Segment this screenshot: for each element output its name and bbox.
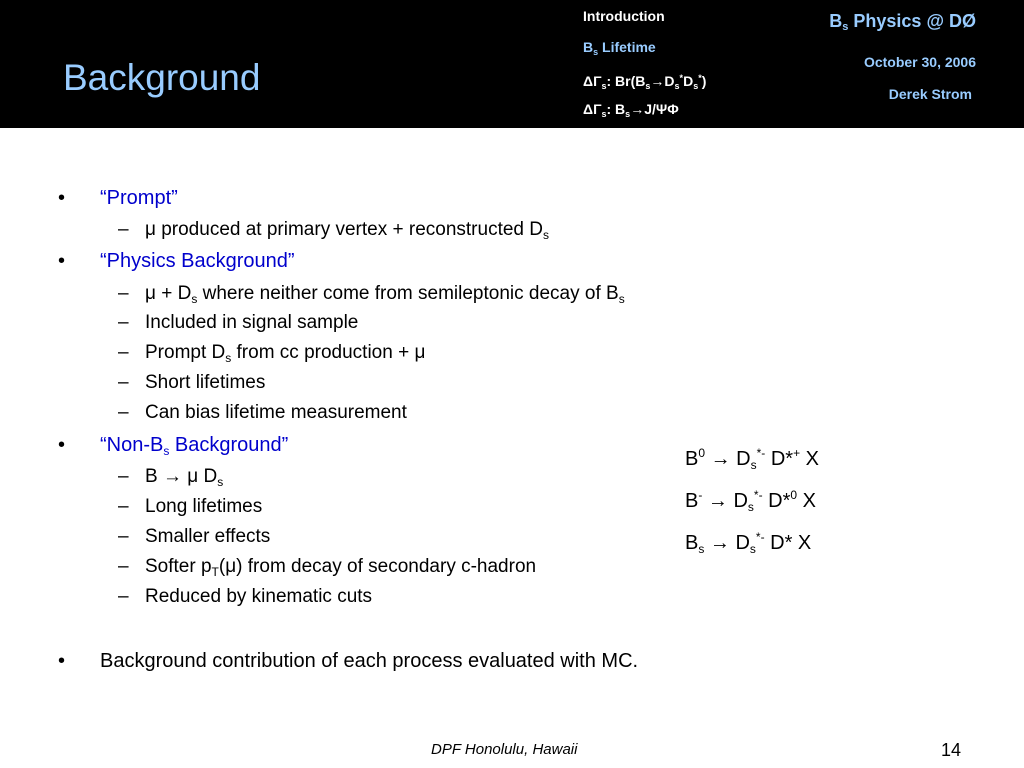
sub-bullet: – Long lifetimes [118,494,262,520]
presentation-date: October 30, 2006 [863,54,976,70]
sub-bullet: – Softer $p_T(\mu)$ from decay of secondary c-hadron [118,556,537,579]
bullet-marker: • [58,434,66,456]
bullet-prompt [58,185,178,211]
sub-bullet: – Can bias lifetime measurement [118,400,407,426]
bullet-label: Background contribution of each process evaluated with MC. [100,650,639,672]
slide-title: Background [63,57,261,98]
sub-bullet: – $\mu + D_s$ where neither come from semileptonic decay of $B_s$ [118,283,625,306]
dash-marker: – [118,312,129,333]
sub-bullet: – μ produced at primary vertex + reconstructed $D_s$ [118,219,549,242]
dash-marker: – [118,526,129,547]
nav-item-delta-gamma-jpsi[interactable]: $\Delta\Gamma_s$: $B_s\to J/\Psi\Phi$ [583,101,679,119]
decay-formula-b0: $B^0 \to D_s^{*-}$ D*+ X [685,446,819,472]
sub-bullet: – B → μ $D_s$ [118,466,224,489]
bullet-non-bs-background [58,432,288,464]
sub-bullet: – Short lifetimes [118,370,265,396]
bullet-label: “Prompt” [100,187,178,209]
sub-bullet: – Prompt $D_s$ from cc production + μ [118,342,426,365]
dash-marker: – [118,402,129,423]
decay-formula-bs: $B_s \to D_s^{*-}$ D* X [685,530,812,556]
bullet-conclusion [58,648,638,674]
presenter-name: Derek Strom [888,86,972,102]
dash-marker: – [118,283,129,304]
dash-marker: – [118,342,129,363]
nav-item-bs-lifetime[interactable]: $B_s$ Lifetime [583,39,656,57]
dash-marker: – [118,219,129,240]
bullet-marker: • [58,187,66,209]
conference-title: $B_s$ Physics @ DØ [829,11,976,33]
decay-formulas [685,438,819,564]
nav-item-introduction[interactable]: Introduction [583,8,665,24]
dash-marker: – [118,372,129,393]
bullet-physics-background [58,248,295,274]
footer-venue: DPF Honolulu, Hawaii [431,741,578,758]
sub-bullet: – Smaller effects [118,524,270,550]
sub-bullet: – Reduced by kinematic cuts [118,584,372,610]
dash-marker: – [118,556,129,577]
bullet-marker: • [58,650,66,672]
sub-bullet: – Included in signal sample [118,310,358,336]
dash-marker: – [118,586,129,607]
page-number: 14 [941,740,962,760]
bullet-label: “$Non-B_s$ Background” [100,434,289,458]
dash-marker: – [118,466,129,487]
dash-marker: – [118,496,129,517]
bullet-label: “Physics Background” [100,250,295,272]
decay-formula-bminus: $B^- \to D_s^{*-}$ D*$^0$ X [685,488,816,514]
nav-item-delta-gamma-ds[interactable]: $\Delta\Gamma_s$: $Br(B_s\to D_s^*D_s^*)$ [583,73,707,91]
bullet-marker: • [58,250,66,272]
